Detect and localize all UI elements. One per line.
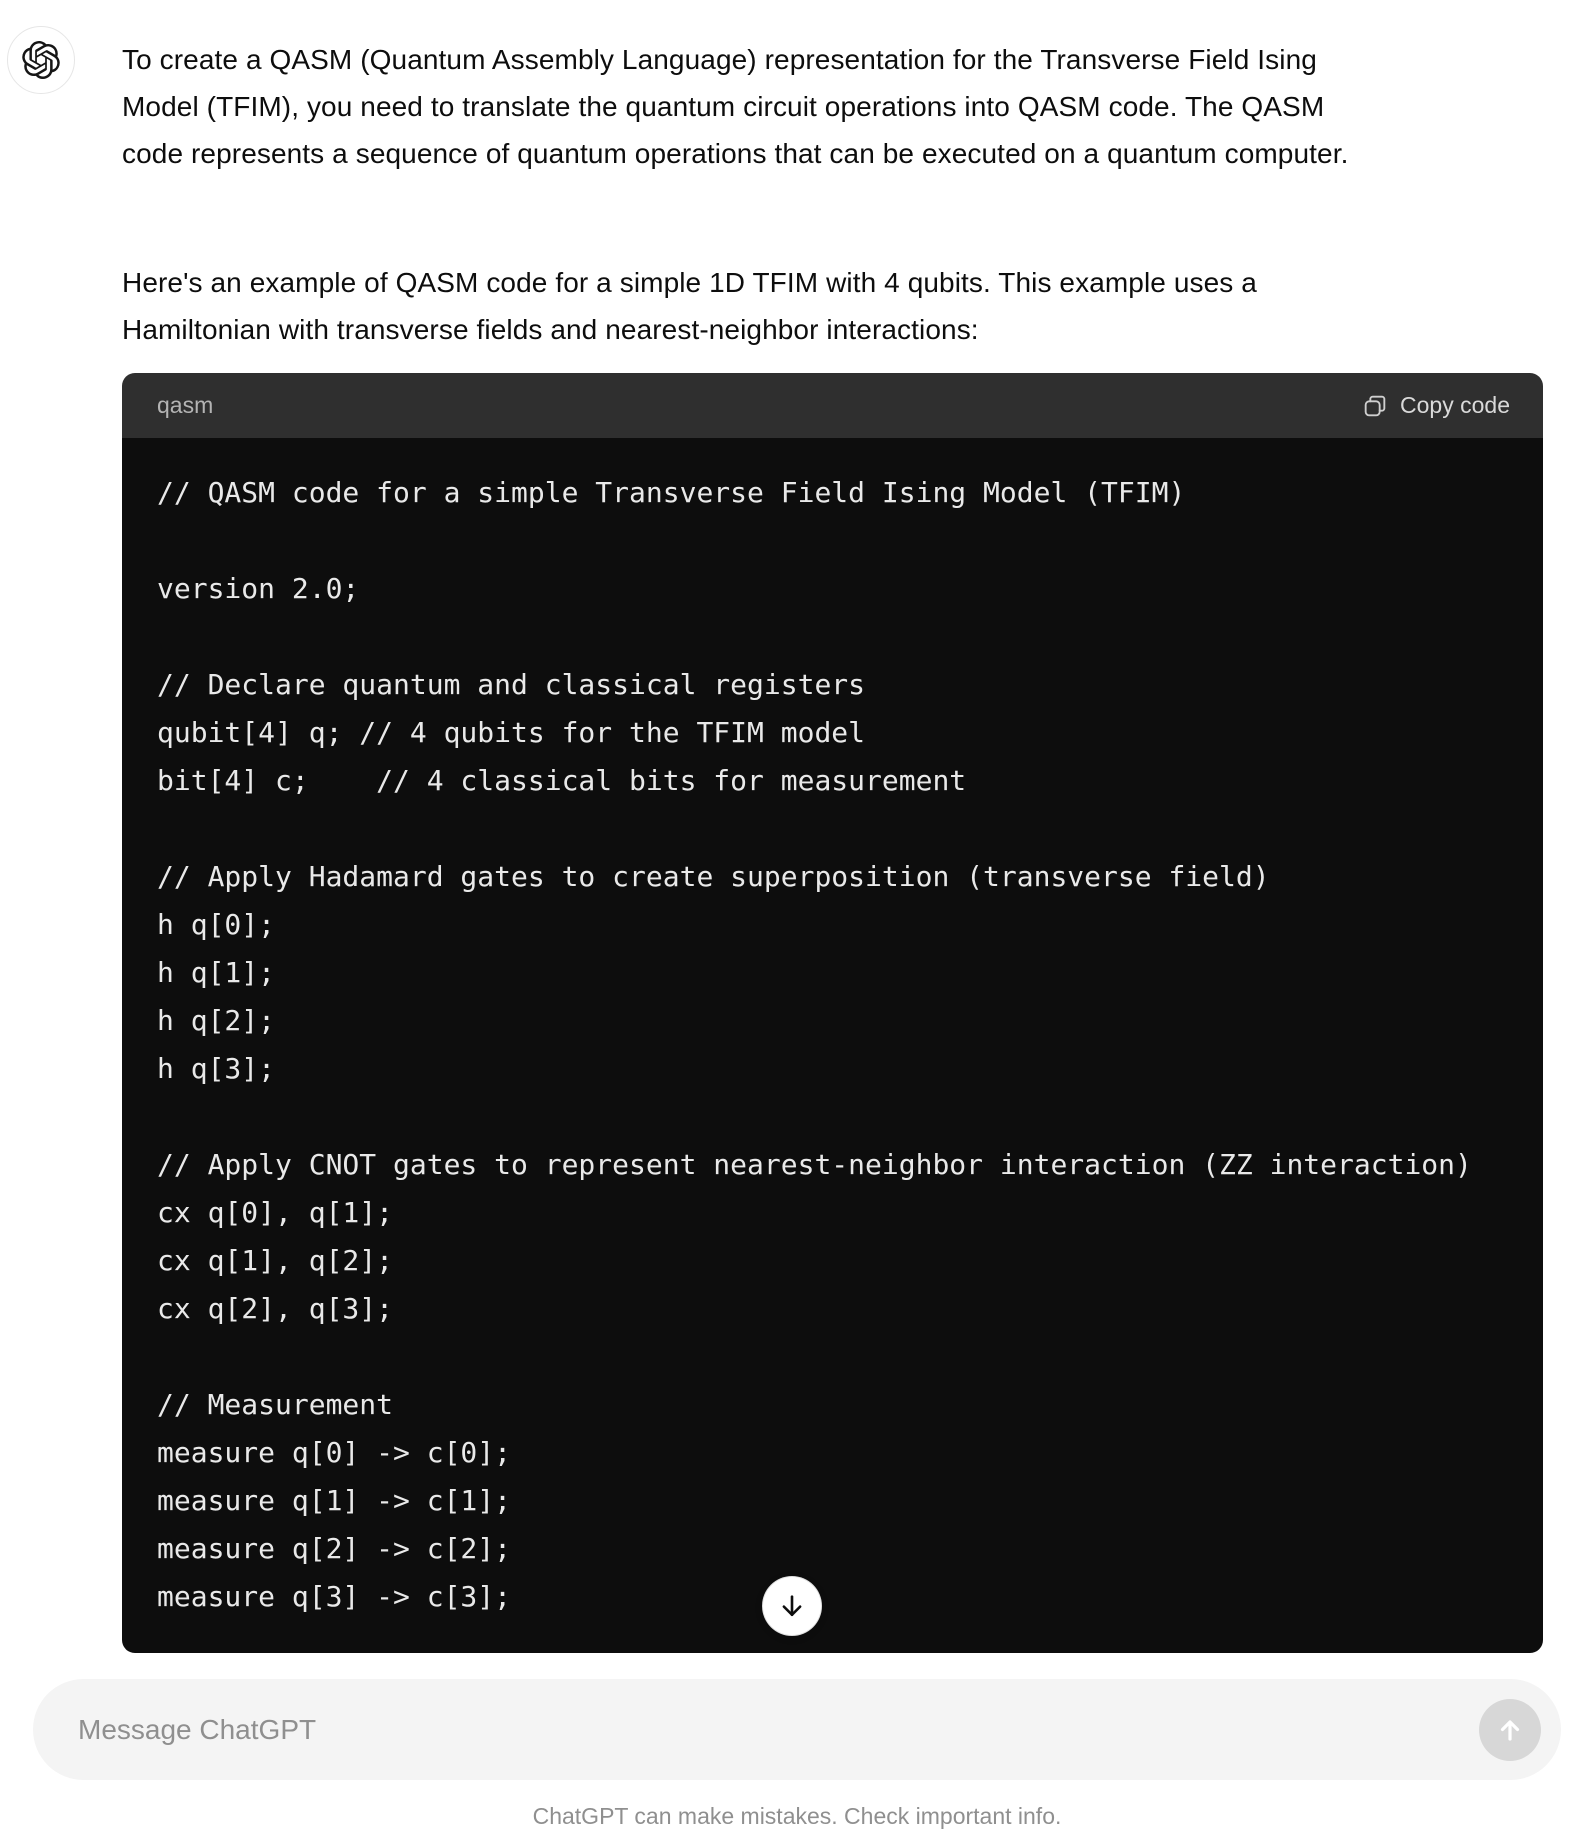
code-block xyxy=(122,373,1543,1653)
footer-disclaimer: ChatGPT can make mistakes. Check important info. xyxy=(532,1803,1062,1829)
composer[interactable] xyxy=(33,1679,1561,1780)
code-line: bit[4] c; // 4 classical bits for measurement xyxy=(157,764,967,797)
code-language-label: qasm xyxy=(157,392,214,418)
code-line xyxy=(157,613,1513,661)
code-line: measure q[1] -> c[1]; xyxy=(157,1484,512,1517)
code-line: measure q[0] -> c[0]; xyxy=(157,1436,512,1469)
arrow-down-icon xyxy=(777,1591,807,1621)
text-line: Here's an example of QASM code for a simple 1D TFIM with 4 qubits. This example uses a xyxy=(122,267,1257,298)
code-line xyxy=(157,805,1513,853)
message-paragraph xyxy=(122,36,1543,177)
text-line: code represents a sequence of quantum operations that can be executed on a quantum computer. xyxy=(122,138,1349,169)
text-line: To create a QASM (Quantum Assembly Language) representation for the Transverse Field Ising xyxy=(122,44,1317,75)
code-line: // QASM code for a simple Transverse Field Ising Model (TFIM) xyxy=(157,476,1186,509)
copy-icon xyxy=(1361,392,1389,420)
assistant-message xyxy=(122,36,1543,1653)
assistant-avatar xyxy=(7,26,75,94)
code-line: measure q[2] -> c[2]; xyxy=(157,1532,512,1565)
code-line xyxy=(157,1333,1513,1381)
code-line: h q[3]; xyxy=(157,1052,276,1085)
code-line: h q[0]; xyxy=(157,908,276,941)
code-line: // Measurement xyxy=(157,1388,394,1421)
text-line: Model (TFIM), you need to translate the quantum circuit operations into QASM code. The QASM xyxy=(122,91,1325,122)
code-line: version 2.0; xyxy=(157,572,360,605)
message-paragraph xyxy=(122,259,1543,353)
code-line: // Apply Hadamard gates to create superposition (transverse field) xyxy=(157,860,1270,893)
copy-code-button[interactable] xyxy=(1361,392,1510,420)
code-line: cx q[2], q[3]; xyxy=(157,1292,394,1325)
code-line: h q[2]; xyxy=(157,1004,276,1037)
code-line: measure q[3] -> c[3]; xyxy=(157,1580,512,1613)
send-button[interactable] xyxy=(1479,1699,1541,1761)
text-line: Hamiltonian with transverse fields and nearest-neighbor interactions: xyxy=(122,314,979,345)
code-line xyxy=(157,517,1513,565)
code-line: qubit[4] q; // 4 qubits for the TFIM model xyxy=(157,716,866,749)
code-line: // Apply CNOT gates to represent nearest-neighbor interaction (ZZ interaction) xyxy=(157,1148,1472,1181)
copy-code-label: Copy code xyxy=(1400,392,1510,418)
code-line: h q[1]; xyxy=(157,956,276,989)
message-input[interactable] xyxy=(78,1714,1479,1746)
code-line: cx q[0], q[1]; xyxy=(157,1196,394,1229)
scroll-to-bottom-button[interactable] xyxy=(762,1576,822,1636)
openai-logo-icon xyxy=(22,41,60,79)
code-content xyxy=(122,438,1543,1653)
arrow-up-icon xyxy=(1494,1714,1526,1746)
code-line xyxy=(157,1093,1513,1141)
code-line: // Declare quantum and classical registers xyxy=(157,668,866,701)
code-block-header xyxy=(122,373,1543,438)
code-line: cx q[1], q[2]; xyxy=(157,1244,394,1277)
